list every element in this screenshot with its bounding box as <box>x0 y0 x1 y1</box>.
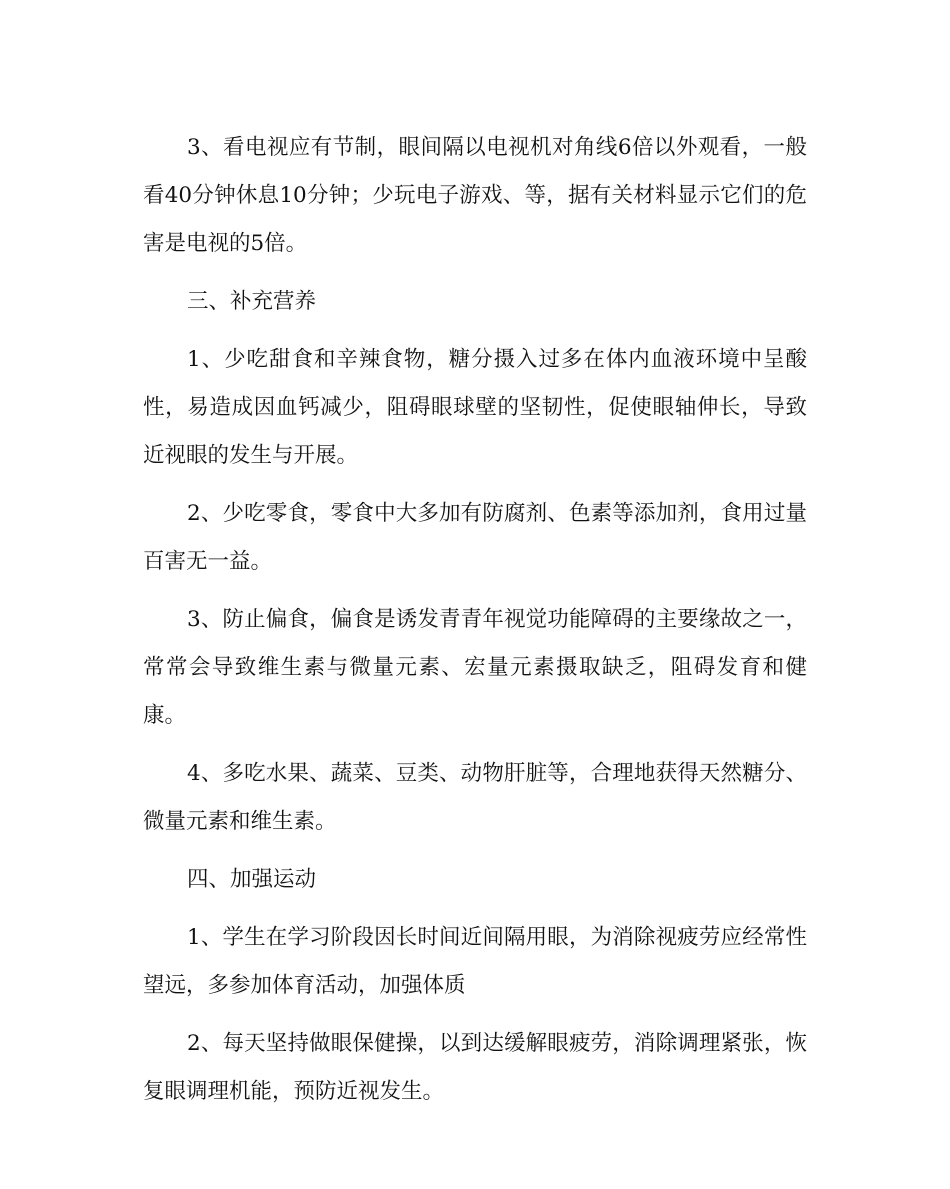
paragraph-snacks: 2、少吃零食，零食中大多加有防腐剂、色素等添加剂，食用过量百害无一益。 <box>143 501 807 574</box>
section-heading-nutrition: 三、补充营养 <box>187 289 317 314</box>
paragraph-sweets: 1、少吃甜食和辛辣食物，糖分摄入过多在体内血液环境中呈酸性，易造成因血钙减少，阻碍眼球壁的坚韧性，促使眼轴伸长，导致近视眼的发生与开展。 <box>143 347 807 468</box>
section-heading-exercise: 四、加强运动 <box>187 867 317 892</box>
paragraph-eye-exercises: 2、每天坚持做眼保健操，以到达缓解眼疲劳，消除调理紧张，恢复眼调理机能，预防近视发生。 <box>143 1031 807 1104</box>
document-body <box>143 124 807 1126</box>
paragraph-tv-limit: 3、看电视应有节制，眼间隔以电视机对角线6倍以外观看，一般看40分钟休息10分钟；少玩电子游戏、等，据有关材料显示它们的危害是电视的5倍。 <box>143 135 807 256</box>
paragraph-picky-eating: 3、防止偏食，偏食是诱发青青年视觉功能障碍的主要缘故之一，常常会导致维生素与微量元素、宏量元素摄取缺乏，阻碍发育和健康。 <box>143 607 807 728</box>
paragraph-fruits-vegetables: 4、多吃水果、蔬菜、豆类、动物肝脏等，合理地获得天然糖分、微量元素和维生素。 <box>143 761 807 834</box>
paragraph-look-far: 1、学生在学习阶段因长时间近间隔用眼，为消除视疲劳应经常性望远，多参加体育活动，加强体质 <box>143 925 807 998</box>
